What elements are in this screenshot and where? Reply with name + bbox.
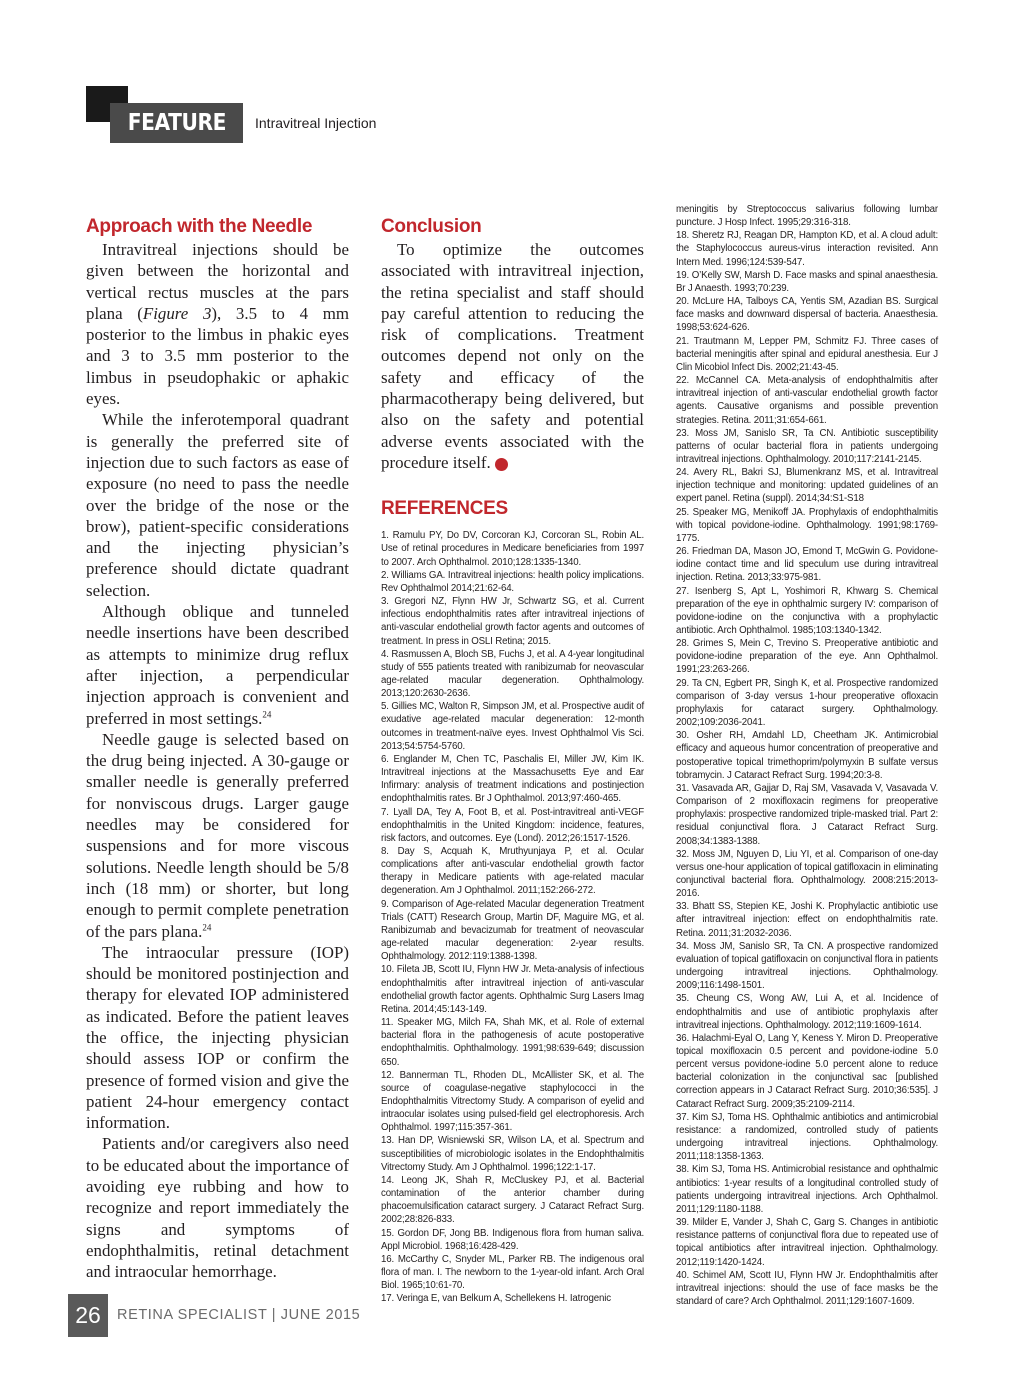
reference-item: 22. McCannel CA. Meta-analysis of endophthalmitis after intravitreal injection of anti-vascular endothelial growth factor agents. Causative organisms and possible prevention strategies. Retina. 2011;31:654-661.: [676, 375, 938, 426]
reference-item: 39. Milder E, Vander J, Shah C, Garg S. Changes in antibiotic resistance patterns of conjunctival flora due to repeated use of topical antibiotics after intravitreal injection. Ophthalmology. 2012;119:1420-1424.: [676, 1217, 938, 1268]
rs-end-mark-icon: RS: [495, 458, 508, 471]
reference-item: 17. Veringa E, van Belkum A, Schellekens H. Iatrogenic: [381, 1293, 611, 1305]
reference-item: 36. Halachmi-Eyal O, Lang Y, Keness Y. Miron D. Preoperative topical moxifloxacin 0.5 percent and povidone-iodine 5.0 percent versus povidone-iodine 5.0 percent alone to reduce bacterial colonization in the conjunctival sac [published correction appears in J Cataract Refract Surg. 2010;36:535]. J Cataract Refract Surg. 2009;35:2109-2114.: [676, 1032, 938, 1110]
reference-item: 27. Isenberg S, Apt L, Yoshimori R, Khwarg S. Chemical preparation of the eye in ophthalmic surgery IV: comparison of povidone-iodine on the conjunctiva with a prophylactic antibiotic. Arch Ophthalmol. 1985;103:1340-1342.: [676, 585, 938, 636]
heading-conclusion: Conclusion: [381, 216, 482, 237]
reference-item: 31. Vasavada AR, Gajjar D, Raj SM, Vasavada V, Vasavada V. Comparison of 2 moxifloxacin regimens for preoperative prophylaxis: prospective randomized triple-masked trial. Part 2: residual conjunctival flora. J Cataract Refract Surg. 2008;34:1383-1388.: [676, 782, 938, 847]
reference-item: 8. Day S, Acquah K, Mruthyunjaya P, et al. Ocular complications after anti-vascular endothelial growth factor therapy in Medicare patients with age-related macular degeneration. Am J Ophthalmol. 2011;152:266-272.: [381, 846, 644, 897]
reference-item: 25. Speaker MG, Menikoff JA. Prophylaxis of endophthalmitis with topical povidone-iodine. Ophthalmology. 1991;98:1769-1775.: [676, 506, 938, 544]
publication-footer: RETINA SPECIALIST | JUNE 2015: [117, 1307, 361, 1323]
reference-item: 26. Friedman DA, Mason JO, Emond T, McGwin G. Povidone-iodine contact time and lid speculum use during intravitreal injection. Retina. 2013;33:975-981.: [676, 546, 938, 584]
reference-item: 24. Avery RL, Bakri SJ, Blumenkranz MS, et al. Intravitreal injection technique and monitoring: updated guidelines of an expert panel. Retina (suppl). 2014;34:S1-S18: [676, 467, 938, 505]
paragraph: Although oblique and tunneled needle insertions have been described as attempts to minimize drug reflux after injection, a perpendicular injection approach is convenient and preferred in most settings.$^{24}$: [86, 602, 349, 728]
reference-item: 10. Fileta JB, Scott IU, Flynn HW Jr. Meta-analysis of infectious endophthalmitis after intravitreal injection of anti-vascular endothelial growth factor agents. Ophthalmic Surg Lasers Imag Retina. 2014;45:143-149.: [381, 964, 644, 1015]
heading-references: REFERENCES: [381, 498, 508, 520]
heading-approach: Approach with the Needle: [86, 216, 313, 237]
reference-item: 32. Moss JM, Nguyen D, Liu YI, et al. Comparison of one-day versus one-hour application of topical gatifloxacin in eliminating conjunctival bacterial flora. Ophthalmology. 2008:215:2013-2016.: [676, 848, 938, 900]
reference-item: 12. Bannerman TL, Rhoden DL, McAllister SK, et al. The source of coagulase-negative staphylococci in the Endophthalmitis Vitrectomy Study. A comparison of eyelid and intraocular isolates using pulsed-field gel electrophoresis. Arch Ophthalmol. 1997;115:357-361.: [381, 1069, 644, 1134]
paragraph: While the inferotemporal quadrant is generally the preferred site of injection due to such factors as ease of exposure (no need to pass the needle over the bridge of the nose or the brow), patient-specific considerations and the injecting physician’s preference should dictate quadrant selection.: [86, 410, 349, 600]
reference-item: 37. Kim SJ, Toma HS. Ophthalmic antibiotics and antimicrobial resistance: a randomized, controlled study of patients undergoing intravitreal injections. Ophthalmology. 2011;118:1358-1363.: [676, 1111, 938, 1163]
reference-item: 19. O’Kelly SW, Marsh D. Face masks and spinal anaesthesia. Br J Anaesth. 1993;70:239.: [676, 269, 938, 294]
reference-item: 28. Grimes S, Mein C, Trevino S. Preoperative antibiotic and povidone-iodine preparation of the eye. Ann Ophthalmol. 1991;23:263-266.: [676, 638, 938, 676]
reference-item: 40. Schimel AM, Scott IU, Flynn HW Jr. Endophthalmitis after intravitreal injections: should the use of face masks be the standard of care? Arch Ophthalmol. 2011;129:1607-1609.: [676, 1269, 938, 1307]
page-number: 26: [68, 1294, 108, 1337]
reference-item: 4. Rasmussen A, Bloch SB, Fuchs J, et al. A 4-year longitudinal study of 555 patients treated with ranibizumab for neovascular age-related macular degeneration. Ophthalmology. 2013;120:2630-2636.: [381, 648, 644, 700]
reference-item: 7. Lyall DA, Tey A, Foot B, et al. Post-intravitreal anti-VEGF endophthalmitis in the United Kingdom: incidence, features, risk factors, and outcomes. Eye (Lond). 2012;26:1517-1526.: [381, 806, 644, 844]
paragraph: To optimize the outcomes associated with intravitreal injection, the retina specialist and staff should pay careful attention to reducing the risk of complications. Treatment outcomes depend not only on the safety and efficacy of the pharmacotherapy being delivered, but also on the safety and potential adverse events associated with the procedure itself. RS: [381, 240, 644, 472]
paragraph: Intravitreal injections should be given between the horizontal and vertical rectus muscles at the pars plana (Figure 3), 3.5 to 4 mm posterior to the limbus in phakic eyes and 3 to 3.5 mm posterior to the limbus in pseudophakic or aphakic eyes.: [86, 240, 349, 409]
column-approach: [86, 216, 349, 1283]
paragraph: Patients and/or caregivers also need to be educated about the importance of avoiding eye rubbing and how to recognize and report immediately the signs and symptoms of endophthalmitis, retinal detachment and intraocular hemorrhage.: [86, 1134, 349, 1282]
reference-item: 30. Osher RH, Amdahl LD, Cheetham JK. Antimicrobial efficacy and aqueous humor concentration of preoperative and postoperative topical trimethoprim/polymyxin B sulfate versus tobramycin. J Cataract Refract Surg. 1994;20:3-8.: [676, 730, 938, 781]
reference-item: meningitis by Streptococcus salivarius following lumbar puncture. J Hosp Infect. 1995;29:316-318.: [676, 204, 938, 229]
column-references-cont: [676, 203, 938, 1308]
reference-list: [381, 529, 644, 1305]
reference-item: 9. Comparison of Age-related Macular degeneration Treatment Trials (CATT) Research Group, Martin DF, Maguire MG, et al. Ranibizumab and bevacizumab for treatment of neovascular age-related macular degeneration: 2-year results. Ophthalmology. 2012:119:1388-1398.: [381, 898, 644, 963]
reference-item: 35. Cheung CS, Wong AW, Lui A, et al. Incidence of endophthalmitis and use of antibiotic prophylaxis after intravitreal injections. Ophthalmology. 2012;119:1609-1614.: [676, 993, 938, 1031]
reference-item: 33. Bhatt SS, Stepien KE, Joshi K. Prophylactic antibiotic use after intravitreal injection: effect on endophthalmitis rate. Retina. 2011;31:2032-2036.: [676, 901, 938, 939]
reference-item: 15. Gordon DF, Jong BB. Indigenous flora from human saliva. Appl Microbiol. 1968;16:428-429.: [381, 1227, 644, 1252]
reference-item: 1. Ramulu PY, Do DV, Corcoran KJ, Corcoran SL, Robin AL. Use of retinal procedures in Medicare beneficiaries from 1997 to 2007. Arch Ophthalmol. 2010;128:1335-1340.: [381, 530, 644, 568]
feature-label: FEATURE: [110, 103, 243, 143]
reference-item: 2. Williams GA. Intravitreal injections: health policy implications. Rev Ophthalmol 2014;21:62-64.: [381, 569, 644, 594]
reference-item: 38. Kim SJ, Toma HS. Antimicrobial resistance and ophthalmic antibiotics: 1-year results of a longitudinal controlled study of patients undergoing intravitreal injections. Arch Ophthalmol. 2011;129:1180-1188.: [676, 1164, 938, 1215]
reference-item: 11. Speaker MG, Milch FA, Shah MK, et al. Role of external bacterial flora in the pathogenesis of acute postoperative endophthalmitis. Ophthalmology. 1991;98:639-649; discussion 650.: [381, 1017, 644, 1068]
reference-item: 14. Leong JK, Shah R, McCluskey PJ, et al. Bacterial contamination of the anterior chamber during phacoemulsification cataract surgery. J Cataract Refract Surg. 2002;28:826-833.: [381, 1174, 644, 1226]
reference-item: 3. Gregori NZ, Flynn HW Jr, Schwartz SG, et al. Current infectious endophthalmitis rates after intravitreal injections of anti-vascular endothelial growth factor agents and outcomes of treatment. In press in OSLI Retina; 2015.: [381, 596, 644, 647]
reference-item: 34. Moss JM, Sanislo SR, Ta CN. A prospective randomized evaluation of topical gatifloxacin on conjunctival flora in patients undergoing intravitreal injections. Ophthalmology. 2009;116:1498-1501.: [676, 940, 938, 992]
reference-item: 13. Han DP, Wisniewski SR, Wilson LA, et al. Spectrum and susceptibilities of microbiologic isolates in the Endophthalmitis Vitrectomy Study. Am J Ophthalmol. 1996;122:1-17.: [381, 1135, 644, 1173]
reference-item: 18. Sheretz RJ, Reagan DR, Hampton KD, et al. A cloud adult: the Staphylococcus aureus-virus interaction revisited. Ann Intern Med. 1996;124:539-547.: [676, 230, 938, 268]
reference-item: 5. Gillies MC, Walton R, Simpson JM, et al. Prospective audit of exudative age-related macular degeneration: 12-month outcomes in treatment-naïve eyes. Invest Ophthalmol Vis Sci. 2013;54:5754-5760.: [381, 701, 645, 752]
reference-item: 16. McCarthy C, Snyder ML, Parker RB. The indigenous oral flora of man. I. The newborn to the 1-year-old infant. Arch Oral Biol. 1965;10:61-70.: [381, 1253, 644, 1292]
reference-item: 21. Trautmann M, Lepper PM, Schmitz FJ. Three cases of bacterial meningitis after spinal and epidural anesthesia. Eur J Clin Micobiol Infect Dis. 2002;21:43-45.: [676, 335, 938, 373]
paragraph: The intraocular pressure (IOP) should be monitored postinjection and therapy for elevated IOP administered as indicated. Before the patient leaves the office, the injecting physician should assess IOP or confirm the presence of formed vision and give the patient 24-hour emergency contact information.: [86, 942, 349, 1133]
reference-item: 23. Moss JM, Sanislo SR, Ta CN. Antibiotic susceptibility patterns of ocular bacterial flora in patients undergoing intravitreal injections. Ophthalmology. 2010;117:2141-2145.: [676, 427, 938, 465]
column-conclusion: [381, 216, 644, 1305]
reference-item: 29. Ta CN, Egbert PR, Singh K, et al. Prospective randomized comparison of 3-day versus 1-hour preoperative ofloxacin prophylaxis for cataract surgery. Ophthalmology. 2002;109:2036-2041.: [676, 677, 938, 729]
reference-item: 6. Englander M, Chen TC, Paschalis EI, Miller JW, Kim IK. Intravitreal injections at the Massachusetts Eye and Ear Infirmary: analysis of treatment indications and postinjection endophthalmitis rates. Br J Ophthalmol. 2013;97:460-465.: [381, 753, 644, 805]
section-title: Intravitreal Injection: [255, 115, 377, 131]
reference-item: 20. McLure HA, Talboys CA, Yentis SM, Azadian BS. Surgical face masks and downward dispersal of bacteria. Anaesthesia. 1998;53:624-626.: [676, 296, 938, 334]
paragraph: Needle gauge is selected based on the drug being injected. A 30-gauge or smaller needle is generally preferred for nonviscous drugs. Larger gauge needles may be considered for suspensions and for more viscous solutions. Needle length should be 5/8 inch (18 mm) or shorter, but long enough to permit complete penetration of the pars plana.$^{24}$: [86, 729, 349, 941]
